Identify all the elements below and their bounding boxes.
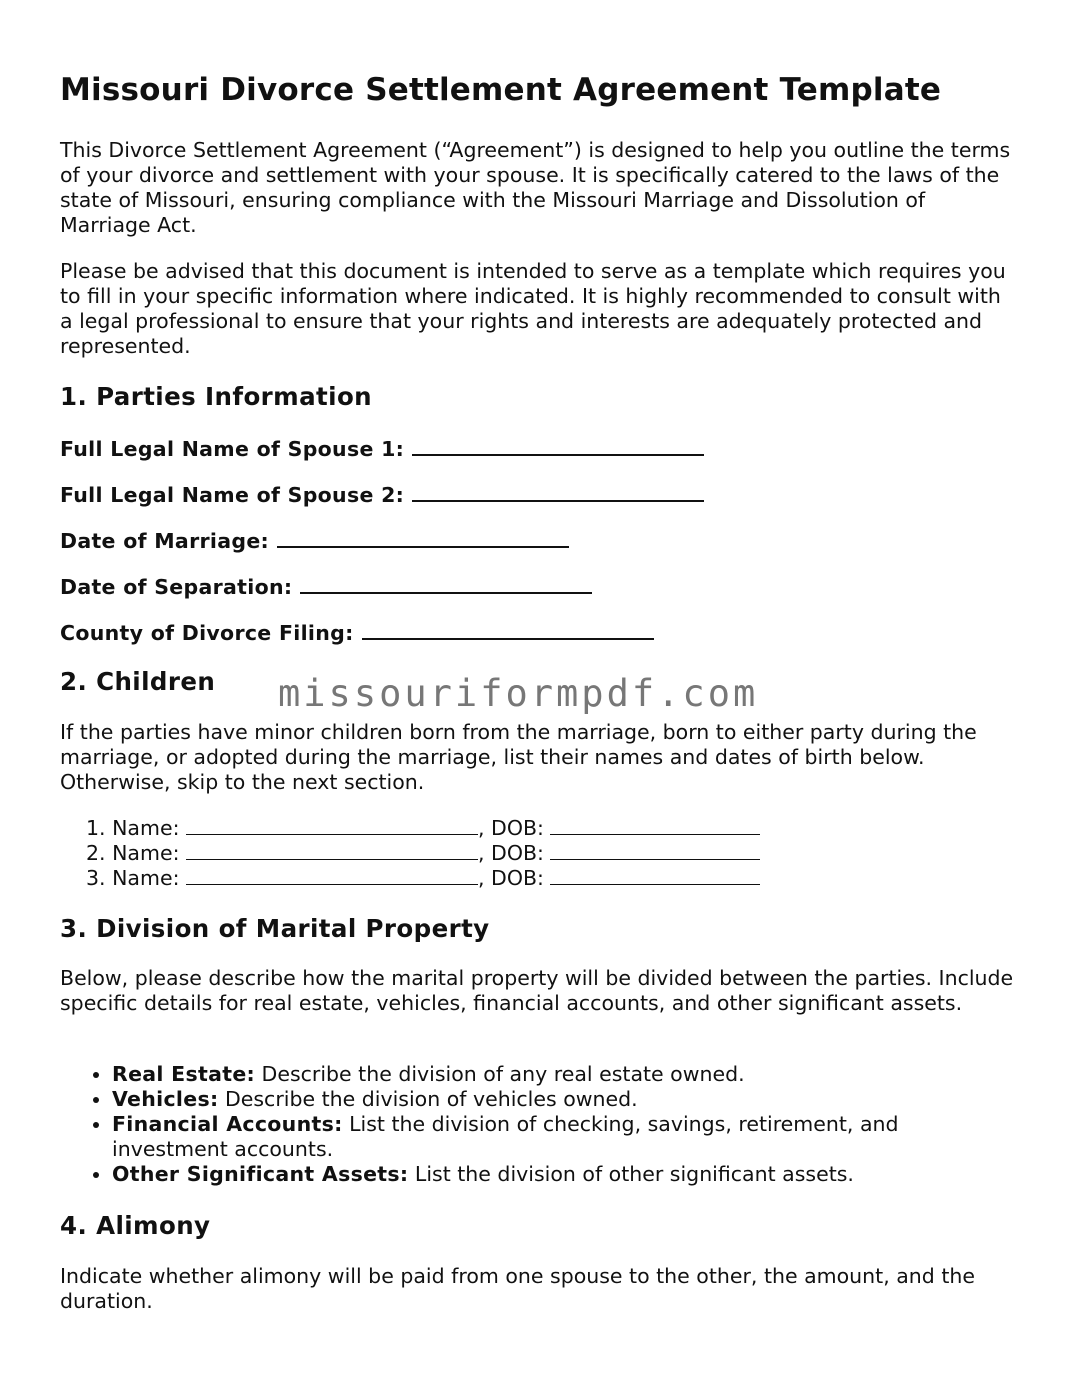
list-item [86, 816, 760, 841]
intro-paragraph-2: Please be advised that this document is intended to serve as a template which requires you to fill in your specific information where indicated. It is highly recommended to consult with a legal professional to ensure that your rights and interests are adequately protected and represented. [60, 259, 1006, 358]
list-item [86, 866, 760, 891]
section-heading-alimony: 4. Alimony [60, 1211, 211, 1240]
field-date-of-separation [60, 572, 592, 599]
section-heading-property: 3. Division of Marital Property [60, 914, 490, 943]
field-label: Date of Separation: [60, 575, 293, 599]
spouse-2-name-input[interactable] [412, 480, 704, 502]
field-spouse-1-name [60, 434, 704, 461]
alimony-paragraph: Indicate whether alimony will be paid from one spouse to the other, the amount, and the duration. [60, 1264, 975, 1313]
dob-label: , DOB: [478, 816, 544, 840]
document-title: Missouri Divorce Settlement Agreement Template [60, 72, 942, 108]
intro-paragraph-1: This Divorce Settlement Agreement (“Agreement”) is designed to help you outline the terms of your divorce and settlement with your spouse. It is specifically catered to the laws of the state of Missouri, ensuring compliance with the Missouri Marriage and Dissolution of Marriage Act. [60, 138, 1011, 237]
child-name-input[interactable] [186, 841, 478, 860]
field-county-of-filing [60, 618, 654, 645]
item-text: Describe the division of any real estate owned. [255, 1062, 745, 1086]
field-label: Date of Marriage: [60, 529, 270, 553]
list-item [112, 1162, 1012, 1187]
dob-label: , DOB: [478, 866, 544, 890]
field-label: Full Legal Name of Spouse 2: [60, 483, 405, 507]
list-item [112, 1062, 1012, 1087]
county-of-filing-input[interactable] [362, 618, 654, 640]
field-spouse-2-name [60, 480, 704, 507]
date-of-separation-input[interactable] [300, 572, 592, 594]
section-heading-parties: 1. Parties Information [60, 382, 373, 411]
item-term: Other Significant Assets: [112, 1162, 409, 1186]
property-list [60, 1062, 1012, 1187]
spouse-1-name-input[interactable] [412, 434, 704, 456]
section-heading-children: 2. Children [60, 667, 216, 696]
child-dob-input[interactable] [550, 816, 760, 835]
list-item [112, 1087, 1012, 1112]
item-term: Vehicles: [112, 1087, 219, 1111]
watermark: missouriformpdf.com [278, 672, 759, 715]
date-of-marriage-input[interactable] [277, 526, 569, 548]
item-text: List the division of other significant assets. [408, 1162, 854, 1186]
item-text: Describe the division of vehicles owned. [218, 1087, 638, 1111]
list-item [112, 1112, 1012, 1162]
children-paragraph: If the parties have minor children born from the marriage, born to either party during the marriage, or adopted during the marriage, list their names and dates of birth below. Otherwise, skip to the next section. [60, 720, 977, 794]
name-label: Name: [112, 866, 180, 890]
list-number: 1. [86, 816, 106, 840]
field-date-of-marriage [60, 526, 569, 553]
field-label: Full Legal Name of Spouse 1: [60, 437, 405, 461]
item-term: Financial Accounts: [112, 1112, 343, 1136]
item-term: Real Estate: [112, 1062, 256, 1086]
property-paragraph: Below, please describe how the marital property will be divided between the parties. Include specific details for real estate, vehicles, financial accounts, and other significant assets. [60, 966, 1014, 1015]
child-name-input[interactable] [186, 816, 478, 835]
item-text: List the division of checking, savings, retirement, and investment accounts. [112, 1112, 899, 1161]
child-name-input[interactable] [186, 866, 478, 885]
field-label: County of Divorce Filing: [60, 621, 354, 645]
child-dob-input[interactable] [550, 866, 760, 885]
list-item [86, 841, 760, 866]
name-label: Name: [112, 816, 180, 840]
dob-label: , DOB: [478, 841, 544, 865]
list-number: 3. [86, 866, 106, 890]
child-dob-input[interactable] [550, 841, 760, 860]
children-list [60, 816, 760, 891]
list-number: 2. [86, 841, 106, 865]
name-label: Name: [112, 841, 180, 865]
